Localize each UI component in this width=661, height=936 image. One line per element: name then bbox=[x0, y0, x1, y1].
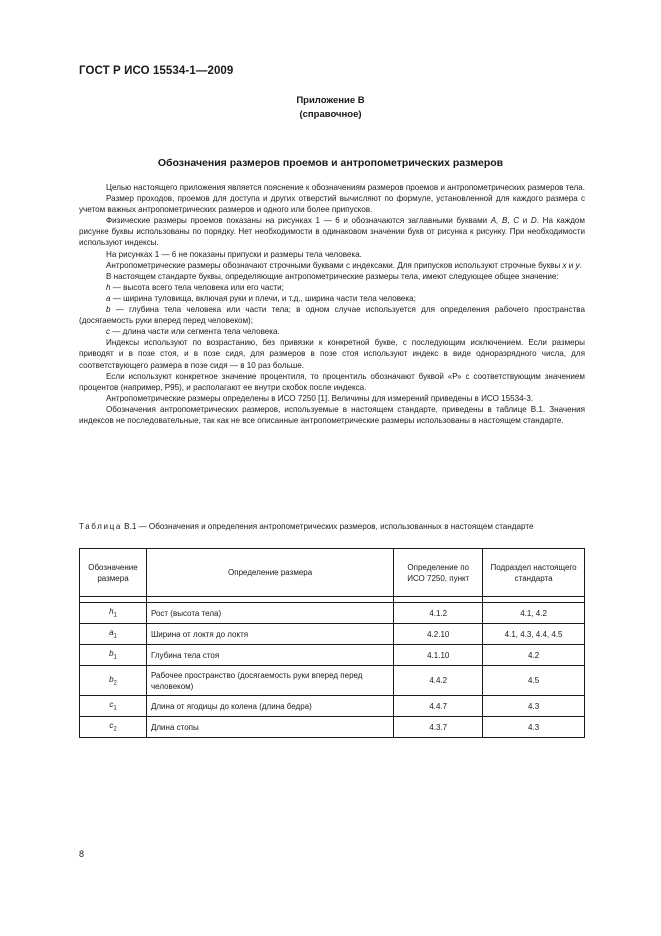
iso-cell: 4.2.10 bbox=[394, 624, 483, 645]
symbol-cell bbox=[80, 624, 147, 645]
definition-cell: Длина от ягодицы до колена (длина бедра) bbox=[146, 696, 393, 717]
caption-text: В.1 — Обозначения и определения антропометрических размеров, использованных в настоящем стандарте bbox=[121, 522, 534, 531]
paragraph bbox=[79, 215, 585, 248]
subsection-cell: 4.3 bbox=[483, 717, 585, 738]
table-row bbox=[80, 603, 585, 624]
text-run: . bbox=[579, 260, 582, 270]
iso-cell: 4.1.10 bbox=[394, 645, 483, 666]
iso-cell: 4.3.7 bbox=[394, 717, 483, 738]
header-definition: Определение размера bbox=[146, 549, 393, 597]
iso-cell: 4.4.2 bbox=[394, 666, 483, 696]
symbol-cell bbox=[80, 645, 147, 666]
definition-cell: Рост (высота тела) bbox=[146, 603, 393, 624]
list-text: — длина части или сегмента тела человека. bbox=[110, 327, 280, 337]
page-number: 8 bbox=[79, 849, 85, 859]
definition-cell: Ширина от локтя до локтя bbox=[146, 624, 393, 645]
annex-heading bbox=[0, 94, 661, 122]
symbol-index: 2 bbox=[113, 726, 117, 733]
letters: A, B, C bbox=[490, 216, 520, 226]
paragraph: Антропометрические размеры определены в ИСО 7250 [1]. Величины для измерений приведены в ИСО 15534-3. bbox=[106, 393, 534, 403]
text-run: Антропометрические размеры обозначают строчными буквами с индексами. Для припусков используют строчные буквы bbox=[106, 260, 563, 270]
section-title: Обозначения размеров проемов и антропометрических размеров bbox=[157, 157, 504, 169]
header-subsection: Подраздел настоящего стандарта bbox=[483, 549, 585, 597]
symbol-letter: c bbox=[109, 721, 114, 731]
list-letter: c bbox=[106, 327, 111, 337]
symbol-cell bbox=[80, 696, 147, 717]
letter: D bbox=[530, 216, 537, 226]
list-letter: a bbox=[106, 293, 111, 303]
symbol-cell bbox=[80, 717, 147, 738]
paragraph bbox=[79, 260, 585, 271]
table-row bbox=[80, 624, 585, 645]
paragraph: На рисунках 1 — 6 не показаны припуски и размеры тела человека. bbox=[106, 249, 362, 259]
symbol-index: 1 bbox=[113, 705, 117, 712]
header-symbol: Обозначение размера bbox=[80, 549, 147, 597]
list-text: — глубина тела человека или части тела; в одном случае используется для определения рабочего пространства (досягаемость руки вперед перед человеком); bbox=[79, 305, 585, 326]
symbol-letter: b bbox=[109, 674, 114, 684]
annex-status: (справочное) bbox=[299, 109, 362, 120]
paragraph: Целью настоящего приложения является пояснение к обозначениям размеров проемов и антропометрических размеров тела. bbox=[106, 183, 585, 192]
text-run: . На каждом рисунке буквы использованы по порядку. Нет необходимости в одинаковом значении букв от рисунка к рисунку. При необходимости используют индексы. bbox=[79, 216, 585, 248]
text-run: Физические размеры проемов показаны на рисунках 1 — 6 и обозначаются заглавными буквами bbox=[106, 216, 491, 226]
table-row bbox=[80, 666, 585, 696]
body-text bbox=[79, 182, 585, 426]
list-text: — ширина туловища, включая руки и плечи, и т.д., ширина части тела человека; bbox=[110, 293, 416, 303]
text-run: и bbox=[566, 260, 576, 270]
definition-cell: Рабочее пространство (досягаемость руки вперед перед человеком) bbox=[146, 666, 393, 696]
symbol-index: 1 bbox=[113, 633, 117, 640]
symbol-index: 1 bbox=[113, 612, 117, 619]
table-row bbox=[80, 645, 585, 666]
list-letter: h bbox=[106, 282, 111, 292]
symbol-cell bbox=[80, 603, 147, 624]
subsection-cell: 4.2 bbox=[483, 645, 585, 666]
table-row bbox=[80, 696, 585, 717]
header-iso: Определение по ИСО 7250, пункт bbox=[394, 549, 483, 597]
symbol-index: 1 bbox=[113, 654, 117, 661]
symbol-letter: h bbox=[109, 607, 114, 617]
symbol-letter: b bbox=[109, 649, 114, 659]
list-item bbox=[79, 293, 585, 304]
anthropometric-table bbox=[79, 548, 585, 738]
caption-word: Таблица bbox=[79, 522, 122, 531]
paragraph: Размер проходов, проемов для доступа и других отверстий вычисляют по формуле, установленной для каждого размера с учетом важных антропометрических размеров и одного или более припусков. bbox=[79, 194, 585, 215]
list-text: — высота всего тела человека или его части; bbox=[110, 282, 284, 292]
paragraph: Индексы используют по возрастанию, без привязки к конкретной букве, с последующим исключением. Если размеры приводят и в позе стоя, и в позе сидя, для размеров в позе стоя используют индекс в виде одноразрядного числа, для соответствующего размера в позе сидя — в 10 раз больше. bbox=[79, 338, 585, 370]
definition-cell: Глубина тела стоя bbox=[146, 645, 393, 666]
letter: x bbox=[562, 260, 567, 270]
subsection-cell: 4.1, 4.3, 4.4, 4.5 bbox=[483, 624, 585, 645]
list-item bbox=[79, 326, 585, 337]
subsection-cell: 4.5 bbox=[483, 666, 585, 696]
symbol-letter: a bbox=[109, 628, 114, 638]
paragraph: Обозначения антропометрических размеров, используемые в настоящем стандарте, приведены в таблице В.1. Значения индексов не последовательные, так как не все описанные антропометрические размеры использованы в настоящем стандарте. bbox=[79, 404, 585, 425]
subsection-cell: 4.1, 4.2 bbox=[483, 603, 585, 624]
symbol-letter: c bbox=[109, 700, 114, 710]
list-letter: b bbox=[106, 305, 111, 315]
list-item bbox=[79, 282, 585, 293]
list-item bbox=[79, 304, 585, 326]
annex-title: Приложение В bbox=[296, 95, 365, 106]
iso-cell: 4.4.7 bbox=[394, 696, 483, 717]
paragraph: Если используют конкретное значение процентиля, то процентиль обозначают буквой «Р» с соответствующим значением процентов (например, Р95), и располагают ее внутри скобок после индекса. bbox=[79, 371, 585, 392]
iso-cell: 4.1.2 bbox=[394, 603, 483, 624]
table-caption bbox=[79, 521, 585, 532]
letter: y bbox=[575, 260, 580, 270]
paragraph: В настоящем стандарте буквы, определяющие антропометрические размеры тела, имеют следующее общее значение: bbox=[106, 271, 559, 281]
subsection-cell: 4.3 bbox=[483, 696, 585, 717]
text-run: и bbox=[519, 216, 531, 226]
symbol-cell bbox=[80, 666, 147, 696]
document-header: ГОСТ Р ИСО 15534-1—2009 bbox=[79, 65, 234, 77]
symbol-index: 2 bbox=[113, 680, 117, 687]
definition-cell: Длина стопы bbox=[146, 717, 393, 738]
table-row bbox=[80, 717, 585, 738]
